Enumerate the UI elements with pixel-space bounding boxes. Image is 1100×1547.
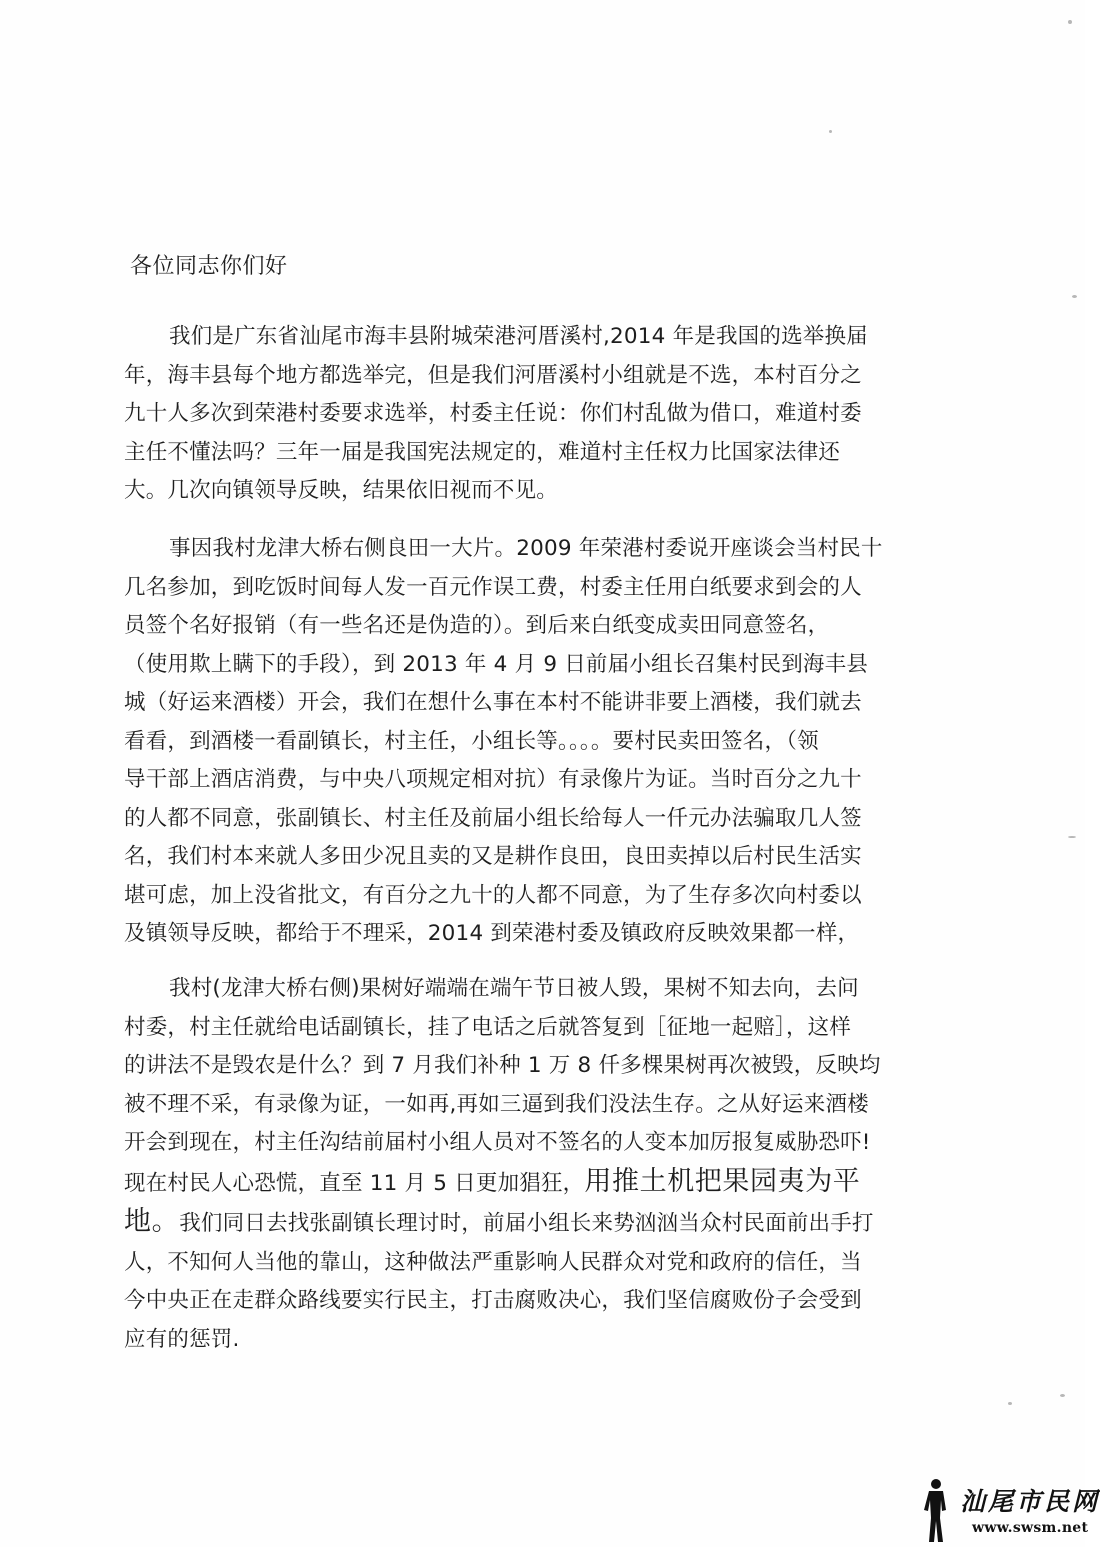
paragraph-line: 我们是广东省汕尾市海丰县附城荣港河厝溪村,2014 年是我国的选举换届: [169, 324, 868, 349]
emphasized-text: 地。: [124, 1206, 180, 1237]
paragraph-line: 几名参加，到吃饭时间每人发一百元作误工费，村委主任用白纸要求到会的人: [124, 574, 862, 600]
scan-speck: [1060, 1394, 1065, 1397]
line-text: 现在村民人心恐慌，直至 11 月 5 日更加猖狂，: [124, 1170, 585, 1196]
scan-speck: [1072, 295, 1077, 298]
paragraph-line: 今中央正在走群众路线要实行民主，打击腐败决心，我们坚信腐败份子会受到: [124, 1288, 862, 1313]
letter-greeting: 各位同志你们好: [130, 254, 288, 279]
paragraph-line: 的讲法不是毁农是什么？到 7 月我们补种 1 万 8 仟多棵果树再次被毁，反映均: [124, 1053, 881, 1078]
scan-speck: [1068, 20, 1072, 24]
paragraph-line: 开会到现在，村主任沟结前届村小组人员对不签名的人变本加厉报复威胁恐吓!: [124, 1130, 871, 1155]
standing-man-silhouette-icon: [918, 1478, 958, 1544]
paragraph-line: 城（好运来酒楼）开会，我们在想什么事在本村不能讲非要上酒楼，我们就去: [124, 690, 862, 715]
paragraph-line: 被不理不采，有录像为证，一如再,再如三逼到我们没法生存。之从好运来酒楼: [124, 1091, 869, 1117]
paragraph-line: 及镇领导反映，都给于不理采，2014 到荣港村委及镇政府反映效果都一样，: [124, 921, 860, 946]
paragraph-line: 看看，到酒楼一看副镇长，村主任，小组长等。。。。要村民卖田签名，（领: [124, 728, 819, 754]
paragraph-line: 名，我们村本来就人多田少况且卖的又是耕作良田，良田卖掉以后村民生活实: [124, 844, 862, 869]
watermark-site-url: www.swsm.net: [972, 1520, 1089, 1536]
paragraph-line: 导干部上酒店消费，与中央八项规定相对抗）有录像片为证。当时百分之九十: [124, 767, 862, 792]
paragraph-line: 大。几次向镇领导反映，结果依旧视而不见。: [124, 478, 559, 503]
line-text: 我们同日去找张副镇长理讨时，前届小组长来势汹汹当众村民面前出手打: [179, 1211, 874, 1236]
paragraph-orchard: [124, 970, 914, 1359]
paragraph-line: 村委，村主任就给电话副镇长，挂了电话之后就答复到［征地一起赔］，这样: [124, 1014, 852, 1040]
paragraph-line: 九十人多次到荣港村委要求选举，村委主任说：你们村乱做为借口，难道村委: [124, 401, 862, 426]
paragraph-line: （使用欺上瞒下的手段），到 2013 年 4 月 9 日前届小组长召集村民到海丰县: [124, 651, 869, 677]
paragraph-land-sale: [124, 530, 914, 954]
paragraph-line: [124, 1203, 914, 1244]
paragraph-line: 我村(龙津大桥右侧)果树好端端在端午节日被人毁，果树不知去向，去问: [169, 976, 859, 1001]
emphasized-text: 用推土机把果园夷为平: [584, 1165, 861, 1197]
watermark-site-name: 汕尾市民网: [960, 1487, 1100, 1516]
paragraph-line: 年，海丰县每个地方都选举完，但是我们河厝溪村小组就是不选，本村百分之: [124, 362, 862, 388]
paragraph-line: 员签个名好报销（有一些名还是伪造的）。到后来白纸变成卖田同意签名，: [124, 613, 830, 638]
paragraph-line: 人，不知何人当他的靠山，这种做法严重影响人民群众对党和政府的信任，当: [124, 1249, 862, 1275]
paragraph-line: 应有的惩罚.: [124, 1326, 240, 1352]
paragraph-line: 的人都不同意，张副镇长、村主任及前届小组长给每人一仟元办法骗取几人签: [124, 805, 862, 831]
site-watermark: [918, 1478, 1100, 1544]
scan-speck: [1068, 836, 1076, 838]
paragraph-line: 事因我村龙津大桥右侧良田一大片。2009 年荣港村委说开座谈会当村民十: [169, 536, 883, 561]
scan-speck: [829, 130, 832, 133]
paragraph-line: [124, 1163, 914, 1204]
paragraph-line: 堪可虑，加上没省批文，有百分之九十的人都不同意，为了生存多次向村委以: [124, 882, 862, 908]
scan-speck: [1008, 1402, 1012, 1405]
paragraph-line: 主任不懂法吗？三年一届是我国宪法规定的，难道村主任权力比国家法律还: [124, 439, 841, 465]
paragraph-election: [124, 318, 914, 511]
